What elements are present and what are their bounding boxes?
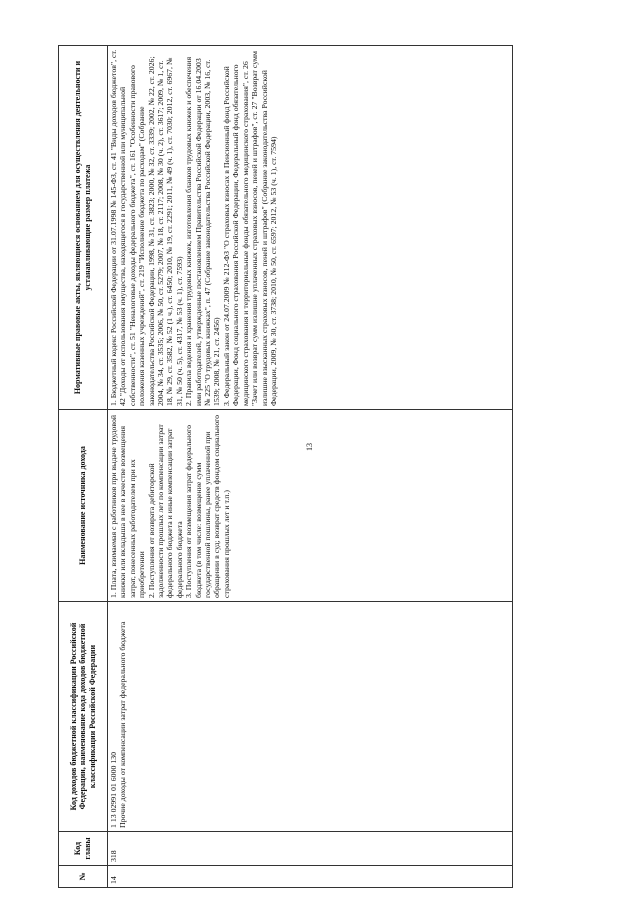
legal-act-2: 2. Правила ведения и хранения трудовых книжек, изготовления бланков трудовых книжек и обеспечения ими работодателей, утвержденные постановлением Правительства Российской Федерации от 16.04.2003 № 225 "О трудовых книжках", п. 47 (Собрание законодательства Российской Федерации, 2003, № 16, ст. 1539; 2008, № 21, ст. 2456) (184, 56, 222, 406)
rotated-table-container (58, 46, 512, 888)
cell-num: 14 (108, 866, 513, 888)
header-income-code: Код доходов бюджетной классификации Российской Федерации, наименование кода доходов бюджетной классификации Российской Федерации (59, 602, 108, 832)
cell-income-code (108, 602, 513, 832)
page-number: 13 (305, 443, 314, 451)
table-header-row (59, 46, 108, 888)
budget-income-table (58, 45, 513, 888)
legal-act-1: 1. Бюджетный кодекс Российской Федерации от 31.07.1998 № 145-ФЗ, ст. 41 "Виды доходов бюджетов", ст. 42 "Доходы от использования имущества, находящегося в государственной или муниципальной собственности", ст. 51 "Неналоговые доходы федерального бюджета", ст. 161 "Особенности правового положения казенных учреждений", ст. 219 "Исполнение бюджета по расходам" (Собрание законодательства Российской Федерации, 1998, № 31, ст. 3823; 2000, № 32, ст. 3339; 2002, № 22, ст. 2026; 2004, № 34, ст. 3535; 2006, № 50, ст. 5279; 2007, № 18, ст. 2117; 2008, № 30 (ч. 2), ст. 3617; 2009, № 1, ст. 18, № 29, ст. 3582, № 52 (1 ч.), ст. 6450; 2010, № 19, ст. 2291; 2011, № 49 (ч. 1), ст. 7030; 2012, ст. 6967, № 31, № 50 (ч. 5), ст. 4317, № 53 (ч. 1), ст. 7593) (109, 49, 184, 406)
source-item-2: 2. Поступления от возврата дебиторской задолженности прошлых лет по компенсации затрат федерального бюджета и иные компенсации затрат федерального бюджета (146, 424, 184, 598)
cell-source-name (108, 410, 513, 602)
source-item-1: 1. Плата, взимаемая с работников при выдаче трудовой книжки или вкладыша в нее в качестве возмещения затрат, понесенных работодателем при их приобретении (109, 414, 147, 598)
header-chapter-code: Код главы (59, 832, 108, 866)
table-row (108, 46, 513, 888)
header-num: № (59, 866, 108, 888)
cell-chapter-code: 318 (108, 832, 513, 866)
income-code-value: 1 13 02991 01 6000 130 (109, 751, 118, 828)
legal-act-3: 3. Федеральный закон от 24.07.2009 № 212-ФЗ "О страховых взносах в Пенсионный фонд Российской Федерации, Фонд социального страхования Российской Федерации, Федеральный фонд обязательного медицинского страхования и территориальные фонды обязательного медицинского страхования", ст. 26 "Зачет или возврат сумм излишне уплаченных страховых взносов, пеней и штрафов", ст. 27 "Возврат сумм излишне взысканных страховых взносов, пеней и штрафов" (Собрание законодательства Российской Федерации, 2009, № 30, ст. 3738; 2010, № 50, ст. 6597; 2012, № 53 (ч. 1), ст. 7594) (221, 51, 278, 406)
source-item-3: 3. Поступления от возмещения затрат федерального бюджета (в том числе: возмещение сумм государственной пошлины, ранее уплаченной при обращении в суд; возврат средств фондом социального страхования прошлых лет и т.п.) (184, 415, 231, 598)
income-code-name: Прочие доходы от компенсации затрат федерального бюджета (118, 621, 128, 828)
header-source-name: Наименование источника дохода (59, 410, 108, 602)
header-legal-acts: Нормативные правовые акты, являющиеся основанием для осуществления деятельности и устанавливающие размер платежа (59, 46, 108, 410)
cell-legal-acts (108, 46, 513, 410)
